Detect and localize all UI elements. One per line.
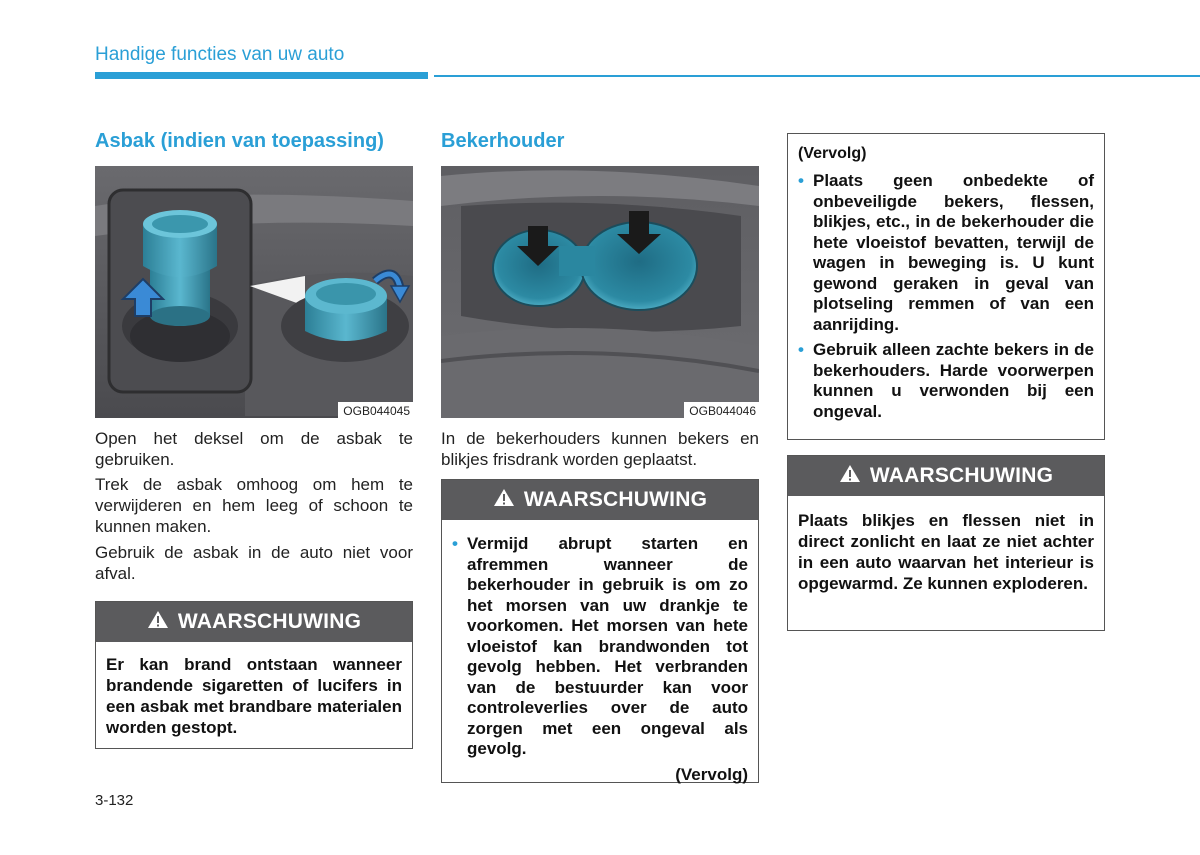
heading-cupholder: Bekerhouder [441, 130, 565, 152]
cupholder-paragraph: In de bekerhouders kunnen bekers en blikjes frisdrank worden geplaatst. [441, 429, 759, 469]
warning-header [788, 456, 1104, 496]
warning-bullet-list [788, 163, 1104, 422]
ashtray-figure [95, 166, 413, 418]
warning-bullet: • Vermijd abrupt starten en afremmen wanneer de bekerhouder in gebruik is om zo het morsen van uw drankje te voorkomen. Het morsen van hete vloeistof kan brandwonden tot gevolg hebben. Het verbranden van de bestuurder kan voor controleverlies over de auto zorgen met een ongeval als gevolg. [452, 534, 748, 760]
warning-title: WAARSCHUWING [523, 488, 708, 511]
warning-header [96, 602, 412, 642]
cupholder-illustration [441, 166, 759, 418]
cupholder-warning-box [441, 479, 759, 783]
continued-label: (Vervolg) [675, 764, 748, 784]
bottle-warning-box [787, 455, 1105, 631]
warning-title: WAARSCHUWING [869, 464, 1054, 487]
warning-triangle-icon [147, 610, 169, 635]
header-rule-accent [95, 72, 428, 79]
section-title: Handige functies van uw auto [95, 44, 345, 65]
cupholder-figure [441, 166, 759, 418]
warning-triangle-icon [493, 488, 515, 513]
ashtray-illustration [95, 166, 413, 418]
warning-bullet: • Gebruik alleen zachte bekers in de bekerhouders. Harde voorwerpen kunnen u verwonden bij een ongeval. [798, 340, 1094, 422]
figure-code: OGB044045 [338, 402, 413, 418]
warning-header [442, 480, 758, 520]
figure-code: OGB044046 [684, 402, 759, 418]
continued-warning-box [787, 133, 1105, 440]
warning-text: Plaats blikjes en flessen niet in direct zonlicht en laat ze niet achter in een auto waarvan het interieur is opgewarmd. Ze kunnen exploderen. [798, 511, 1094, 593]
warning-bullet-list [442, 520, 758, 760]
header-rule [434, 75, 1200, 77]
warning-triangle-icon [839, 464, 861, 489]
ashtray-warning-box [95, 601, 413, 749]
warning-text: Er kan brand ontstaan wanneer brandende sigaretten of lucifers in een asbak met brandbare materialen worden gestopt. [106, 655, 402, 737]
ashtray-paragraph-1: Open het deksel om de asbak te gebruiken. [95, 429, 413, 469]
continued-label: (Vervolg) [798, 145, 867, 162]
ashtray-paragraph-2: Trek de asbak omhoog om hem te verwijderen en hem leeg of schoon te kunnen maken. [95, 475, 413, 536]
warning-title: WAARSCHUWING [177, 610, 362, 633]
heading-ashtray: Asbak (indien van toepassing) [95, 130, 384, 152]
ashtray-paragraph-3: Gebruik de asbak in de auto niet voor afval. [95, 543, 413, 583]
warning-bullet: • Plaats geen onbedekte of onbeveiligde bekers, flessen, blikjes, etc., in de bekerhouder die hete vloeistof bevatten, terwijl de wagen in beweging is. U kunt gewond geraken in geval van plotseling remmen of van een aanrijding. [798, 171, 1094, 335]
page-number: 3-132 [95, 792, 134, 809]
